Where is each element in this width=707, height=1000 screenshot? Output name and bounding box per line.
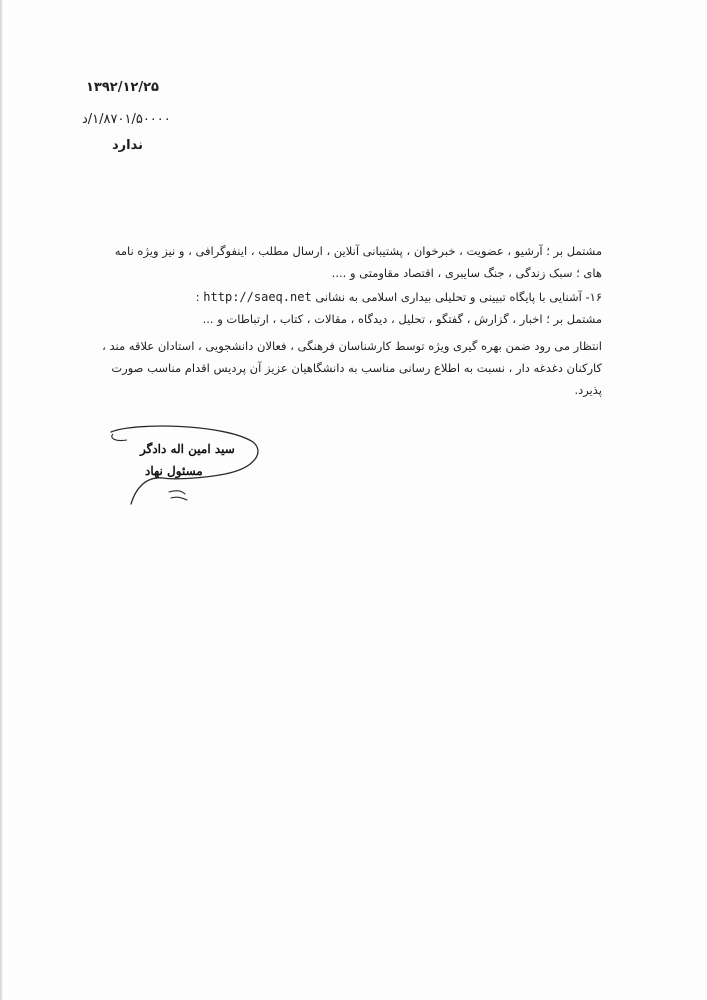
website-url: http://saeq.net: [203, 290, 312, 304]
paragraph-line: مشتمل بر ؛ آرشیو ، عضویت ، خبرخوان ، پشتیبانی آنلاین ، ارسال مطلب ، اینفوگرافی ، و نیز ویژه نامه: [114, 244, 602, 258]
paragraph-request: [82, 335, 602, 401]
paragraph-line: مشتمل بر ؛ اخبار ، گزارش ، گفتگو ، تحلیل ، دیدگاه ، مقالات ، کتاب ، ارتباطات و ...: [202, 312, 602, 326]
paragraph-line: های ؛ سبک زندگی ، جنگ سایبری ، اقتصاد مقاومتی و ....: [331, 266, 602, 280]
website-intro: ۱۶- آشنایی با پایگاه تبیینی و تحلیلی بیداری اسلامی به نشانی: [315, 290, 602, 304]
paragraph-line: پذیرد.: [574, 383, 602, 397]
signer-title: مسئول نهاد: [145, 464, 203, 478]
signer-name: سید امین اله دادگر: [140, 442, 235, 456]
letter-number: ۱/۸۷۰۱/۵۰۰۰۰/د: [82, 112, 171, 127]
letter-attachment: ندارد: [112, 138, 144, 153]
website-colon: :: [195, 290, 200, 304]
signature-block: [105, 420, 265, 510]
paragraph-line: انتظار می رود ضمن بهره گیری ویژه توسط کارشناسان فرهنگی ، فعالان دانشجویی ، استادان علاقه مند ،: [102, 339, 602, 353]
paragraph-website: [82, 286, 602, 330]
paragraph-features: [82, 240, 602, 284]
letter-date: ۱۳۹۲/۱۲/۲۵: [86, 80, 159, 95]
paragraph-line: کارکنان دغدغه دار ، نسبت به اطلاع رسانی مناسب به دانشگاهیان عزیز آن پردیس اقدام مناسب صورت: [111, 361, 602, 375]
scan-edge: [0, 0, 3, 1000]
paragraph-line: [82, 286, 602, 308]
